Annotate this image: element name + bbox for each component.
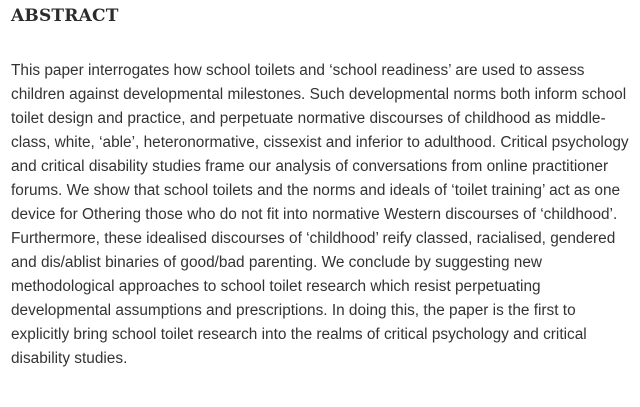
abstract-section — [11, 0, 631, 371]
abstract-body: This paper interrogates how school toilets and ‘school readiness’ are used to assess children against developmental milestones. Such developmental norms both inform school toilet design and practice, and perpetuate normative discourses of childhood as middle-class, white, ‘able’, heteronormative, cissexist and inferior to adulthood. Critical psychology and critical disability studies frame our analysis of conversations from online practitioner forums. We show that school toilets and the norms and ideals of ‘toilet training’ act as one device for Othering those who do not fit into normative Western discourses of ‘childhood’. Furthermore, these idealised discourses of ‘childhood’ reify classed, racialised, gendered and dis/ablist binaries of good/bad parenting. We conclude by suggesting new methodological approaches to school toilet research which resist perpetuating developmental assumptions and prescriptions. In doing this, the paper is the first to explicitly bring school toilet research into the realms of critical psychology and critical disability studies. — [11, 62, 629, 367]
abstract-heading: ABSTRACT — [11, 6, 119, 26]
